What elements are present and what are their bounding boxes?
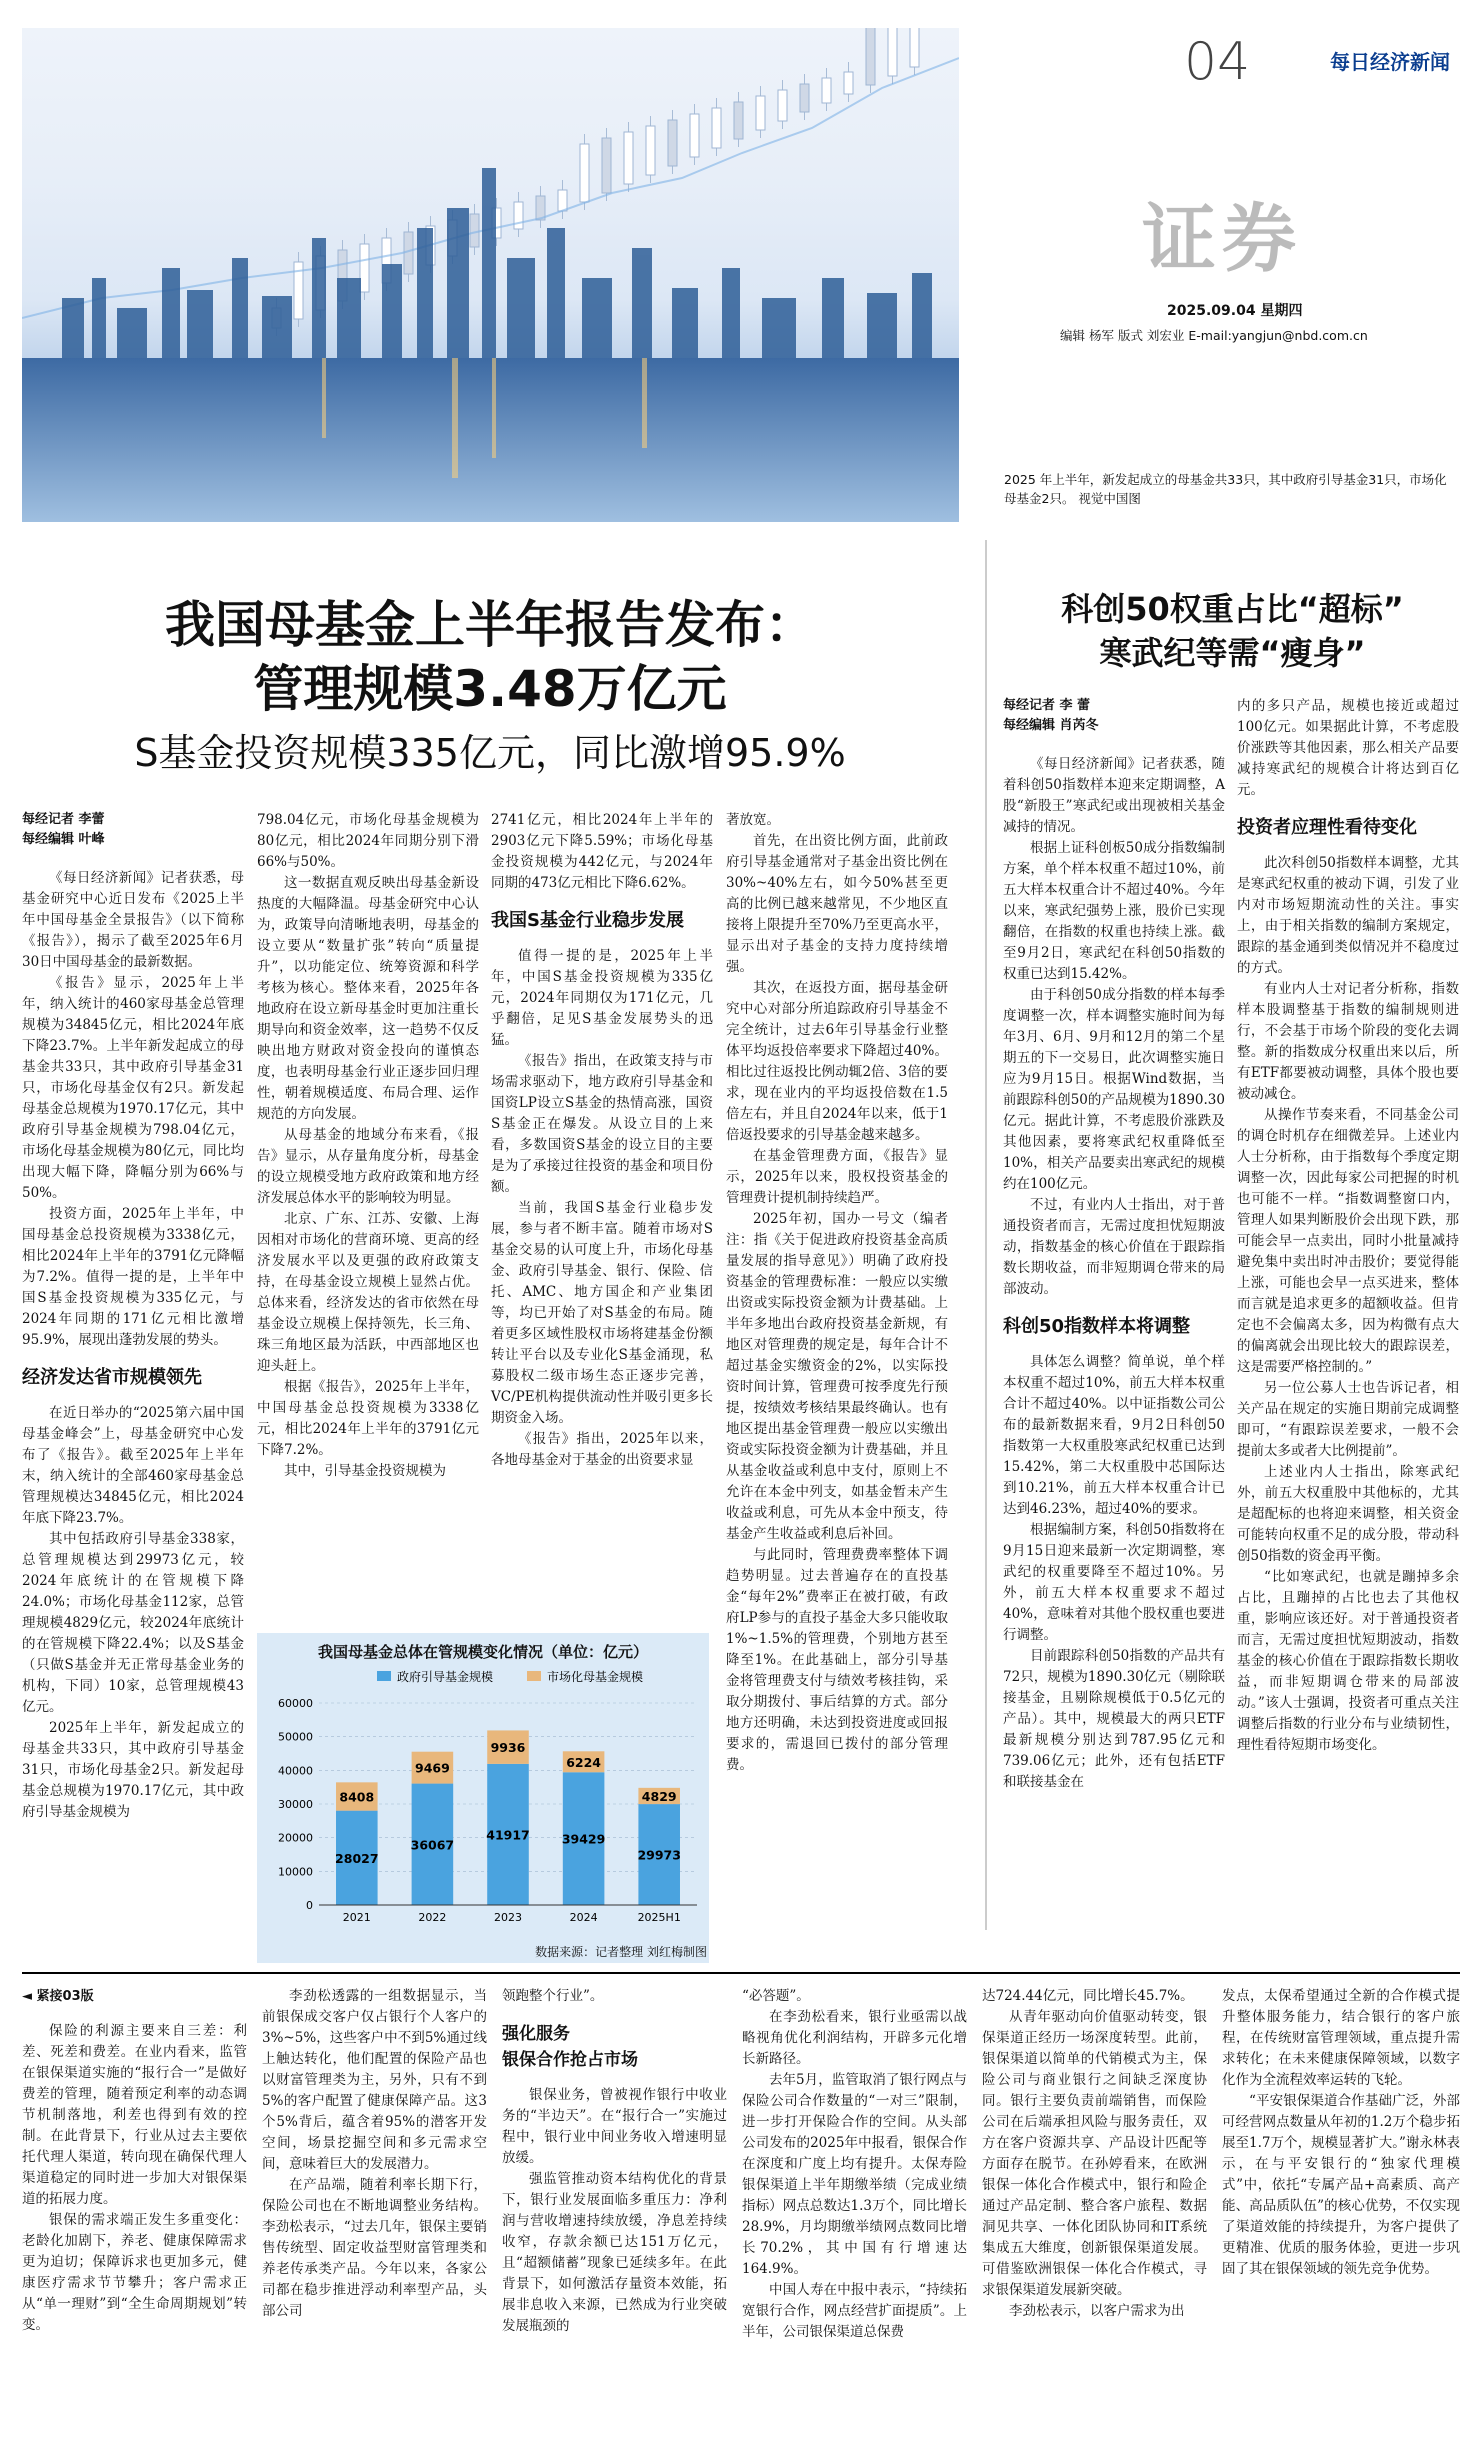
paragraph: 有业内人士对记者分析称，指数样本股调整基于指数的编制规则进行，不会基于市场个阶段的变化去调整。新的指数成分权重出来以后，所有ETF都要被动调整，具体个股也要被动减仓。 (1237, 981, 1459, 1102)
paragraph: 李劲松透露的一组数据显示，当前银保成交客户仅占银行个人客户的3%~5%，这些客户中不到5%通过线上触达转化，他们配置的保险产品也以财富管理类为主，另外，只有不到5%的客户配置了健康保障产品。这3个5%背后，蕴含着95%的潜客开发空间，场景挖掘空间和多元需求空间，意味着巨大的发展潜力。 (262, 1988, 487, 2172)
paragraph: 《每日经济新闻》记者获悉，随着科创50指数样本迎来定期调整，A股“新股王”寒武纪或出现被相关基金减持的情况。 (1003, 756, 1225, 835)
legend-swatch (377, 1671, 391, 1681)
paragraph: 在近日举办的“2025第六届中国母基金峰会”上，母基金研究中心发布了《报告》。截至2025年上半年末，纳入统计的全部460家母基金总管理规模达34845亿元，相比2024年底下降23.7%。 (22, 1405, 244, 1526)
editor: 每经编辑 叶峰 (22, 832, 105, 847)
legend-label: 政府引导基金规模 (397, 1670, 494, 1684)
decorative-candle (602, 138, 611, 193)
chart-source: 数据来源：记者整理 刘红梅制图 (535, 1945, 707, 1959)
data-label: 28027 (335, 1850, 379, 1866)
y-tick-label: 40000 (278, 1764, 313, 1778)
chart-panel (257, 1633, 709, 1963)
legend-swatch (527, 1671, 541, 1681)
paragraph: 在李劲松看来，银行业亟需以战略视角优化利润结构，开辟多元化增长新路径。 (742, 2009, 967, 2067)
reporter: 每经记者 李蕾 (22, 812, 105, 827)
paragraph: 银保业务，曾被视作银行中收业务的“半边天”。在“报行合一”实施过程中，银行业中间业务收入增速明显放缓。 (502, 2087, 727, 2166)
decorative-candle (822, 78, 831, 103)
decorative-candle (514, 202, 523, 229)
issue-date: 2025.09.04 星期四 (1167, 303, 1303, 319)
paragraph: 根据编制方案，科创50指数将在9月15日迎来最新一次定期调整，寒武纪的权重要降至不超过10%。另外，前五大样本权重要求不超过40%，意味着对其他个股权重也要进行调整。 (1003, 1522, 1225, 1643)
paragraph: 2025年上半年，新发起成立的母基金共33只，其中政府引导基金31只，市场化母基金2只。新发起母基金总规模为1970.17亿元，其中政府引导基金规模为 (22, 1720, 244, 1820)
y-tick-label: 30000 (278, 1798, 313, 1811)
page-number: 04 (1184, 32, 1251, 92)
byline (22, 810, 244, 850)
paragraph: 北京、广东、江苏、安徽、上海因相对市场化的营商环境、更高的经济发展水平以及更强的政府政策支持，在母基金设立规模上显然占优。总体来看，经济发达的省市依然在母基金设立规模上保持领先，长三角、珠三角地区最为活跃，中西部地区也迎头赶上。 (257, 1211, 479, 1374)
paragraph: 领跑整个行业”。 (502, 1988, 604, 2004)
paragraph: 根据《报告》，2025年上半年，中国母基金总投资规模为3338亿元，相比2024年上半年的3791亿元下降7.2%。 (257, 1379, 479, 1458)
decorative-candle (558, 190, 567, 211)
paragraph: 此次科创50指数样本调整，尤其是寒武纪权重的被动下调，引发了业内对市场短期流动性的关注。事实上，由于相关指数的编制方案规定，跟踪的基金通到类似情况并不稳度过的方式。 (1237, 855, 1459, 976)
decorative-candle (624, 132, 633, 184)
data-label: 41917 (486, 1827, 530, 1843)
x-tick-label: 2024 (569, 1911, 598, 1924)
decorative-candle (668, 120, 677, 166)
paragraph: 强监管推动资本结构优化的背景下，银行业发展面临多重压力：净利润与营收增速持续放缓，净息差持续收窄，存款余额已达151万亿元，且“超额储蓄”现象已延续多年。在此背景下，如何激活存量资本效能，拓展非息收入来源，已然成为行业突破发展瓶颈的 (502, 2171, 727, 2334)
paragraph: 2025年初，国办一号文（编者注：指《关于促进政府投资基金高质量发展的指导意见》）明确了政府投资基金的管理费标准：一般应以实缴出资或实际投资金额为计费基础。上半年多地出台政府投资基金新规，有地区对管理费的规定是，每年合计不超过基金实缴资金的2%，以实际投资时间计算，管理费可按季度先行预提，按绩效考核结果最终确认。也有地区提出基金管理费一般应以实缴出资或实际投资金额为计费基础，并且从基金收益或利息中支付，原则上不允许在本金中列支，如基金暂未产生收益或利息，可先从本金中预支，待基金产生收益或利息后补回。 (726, 1211, 948, 1542)
decorative-candle (580, 144, 589, 202)
decorative-candle (712, 108, 721, 148)
side-col-2 (1237, 696, 1459, 1756)
subheading: 科创50指数样本将调整 (1003, 1316, 1191, 1337)
main-col-1 (22, 810, 244, 1823)
paragraph: 不过，有业内人士指出，对于普通投资者而言，无需过度担忧短期波动，指数基金的核心价值在于跟踪指数长期收益，而非短期调仓带来的局部波动。 (1003, 1197, 1225, 1297)
paragraph: 这一数据直观反映出母基金新设热度的大幅降温。母基金研究中心认为，政策导向清晰地表明，母基金的设立要从“数量扩张”转向“质量提升”，以功能定位、统筹资源和科学考核为核心。整体来看，2025年各地政府在设立新母基金时更加注重长期导向和资金效率，这一趋势不仅反映出地方财政对资金投向的谨慎态度，也表明母基金行业正逐步回归理性，朝着规模适度、布局合理、运作规范的方向发展。 (257, 875, 479, 1122)
paragraph: 798.04亿元，市场化母基金规模为80亿元，相比2024年同期分别下滑66%与50%。 (257, 812, 479, 870)
decorative-candle (866, 28, 875, 85)
main-col-2 (257, 810, 479, 1482)
data-label: 4829 (641, 1788, 677, 1804)
x-tick-label: 2025H1 (637, 1911, 681, 1924)
y-tick-label: 60000 (278, 1697, 313, 1710)
paragraph: 投资方面，2025年上半年，中国母基金总投资规模为3338亿元，相比2024年上半年的3791亿元降幅为7.2%。值得一提的是，上半年中国S基金投资规模为335亿元，与2024年同期的171亿元相比激增95.9%，展现出蓬勃发展的势头。 (22, 1206, 244, 1348)
main-col-3 (491, 810, 713, 1471)
paragraph: 与此同时，管理费费率整体下调趋势明显。过去普遍存在的直投基金“每年2%”费率正在被打破，有政府LP参与的直投子基金大多只能收取1%~1.5%的管理费，个别地方甚至降至1%。在此基础上，部分引导基金将管理费支付与绩效考核挂钩，采取分期拨付、事后结算的方式。部分地方还明确，未达到投资进度或回报要求的，需退回已拨付的部分管理费。 (726, 1547, 948, 1773)
paragraph: 在基金管理费方面，《报告》显示，2025年以来，股权投资基金的管理费计提机制持续趋严。 (726, 1148, 948, 1206)
side-title-line1: 科创50权重占比“超标” (1061, 590, 1404, 628)
decorative-candle (778, 90, 787, 121)
legend-label: 市场化母基金规模 (547, 1670, 644, 1684)
editor: 每经编辑 肖芮冬 (1003, 718, 1099, 733)
paragraph: 值得一提的是，2025年上半年，中国S基金投资规模为335亿元，2024年同期仅为171亿元，几乎翻倍，足见S基金发展势头的迅猛。 (491, 948, 713, 1048)
column-divider (985, 540, 987, 1930)
data-label: 8408 (339, 1789, 375, 1805)
paragraph: 《报告》指出，在政策支持与市场需求驱动下，地方政府引导基金和国资LP设立S基金的热情高涨，国资S基金正在爆发。从设立目的上来看，多数国资S基金的设立目的主要是为了承接过往投资的基金和项目份额。 (491, 1053, 713, 1195)
decorative-candle (910, 28, 919, 67)
byline (1003, 696, 1225, 736)
bottom-col-6 (1222, 1986, 1460, 2280)
editor-line: 编辑 杨军 版式 刘宏业 E-mail:yangjun@nbd.com.cn (1060, 328, 1368, 343)
data-label: 9936 (490, 1740, 526, 1756)
decorative-candle (734, 102, 743, 139)
paragraph: 首先，在出资比例方面，此前政府引导基金通常对子基金出资比例在30%~40%左右，如今50%甚至更高的比例已越来越常见，不少地区直接将上限提升至70%乃至更高水平，显示出对子基金的支持力度持续增强。 (726, 833, 948, 975)
paragraph: 从青年驱动向价值驱动转变，银保渠道正经历一场深度转型。此前，银保渠道以简单的代销模式为主，保险公司与商业银行之间缺乏深度协同。银行主要负责前端销售，而保险公司在后端承担风险与服务责任，双方在客户资源共享、产品设计匹配等方面存在脱节。在孙婷看来，在欧洲银保一体化合作模式中，银行和险企通过产品定制、整合客户旅程、数据洞见共享、一体化团队协同和IT系统集成五大维度，创新银保渠道发展。可借鉴欧洲银保一体化合作模式，寻求银保渠道发展新突破。 (982, 2009, 1207, 2298)
side-title-line2: 寒武纪等需“瘦身” (1099, 634, 1366, 672)
bottom-col-4 (742, 1986, 967, 2343)
y-tick-label: 50000 (278, 1730, 313, 1744)
bottom-col-1 (22, 1986, 247, 2336)
decorative-candle (360, 244, 369, 292)
subheading: 投资者应理性看待变化 (1237, 817, 1417, 838)
paragraph: 达724.44亿元，同比增长45.7%。 (982, 1988, 1194, 2004)
y-tick-label: 0 (306, 1899, 313, 1912)
paragraph: “必答题”。 (742, 1988, 810, 2004)
bottom-col-5 (982, 1986, 1207, 2322)
decorative-candle (844, 72, 853, 94)
main-title-line2: 管理规模3.48万亿元 (253, 660, 727, 718)
paragraph: 去年5月，监管取消了银行网点与保险公司合作数量的“一对三”限制，进一步打开保险合作的空间。从头部公司发布的2025年中报看，银保合作在深度和广度上均有提升。太保寿险银保渠道上半年期缴举绩（完成业绩指标）网点总数达1.3万个，同比增长28.9%，月均期缴举绩网点数同比增长70.2%，其中国有行增速达164.9%。 (742, 2072, 967, 2277)
paragraph: 银保的需求端正发生多重变化：老龄化加剧下，养老、健康保障需求更为迫切；保障诉求也更加多元，健康医疗需求节节攀升；客户需求正从“单一理财”到“全生命周期规划”转变。 (22, 2212, 247, 2333)
paragraph: 发点，太保希望通过全新的合作模式提升整体服务能力，结合银行的客户旅程，在传统财富管理领域，重点提升需求转化；在未来健康保障领域，以数字化作为全流程效率运转的飞轮。 (1222, 1988, 1460, 2088)
paragraph: 保险的利源主要来自三差：利差、死差和费差。在业内看来，监管在银保渠道实施的“报行合一”是做好费差的管理，随着预定利率的动态调节机制落地，利差也得到有效的控制。在此背景下，行业从过去主要依托代理人渠道，转向现在确保代理人渠道稳定的同时进一步加大对银保渠道的拓展力度。 (22, 2023, 247, 2207)
paragraph: 其中，引导基金投资规模为 (284, 1463, 446, 1479)
side-col-1 (1003, 696, 1225, 1793)
decorative-candle (646, 126, 655, 175)
paragraph: 其中包括政府引导基金338家，总管理规模达到29973亿元，较2024年底统计的在管规模下降24.0%；市场化母基金112家，总管理规模4829亿元，较2024年底统计的在管规模下降22.4%；以及S基金（只做S基金并无正常母基金业务的机构，下同）10家，总管理规模43亿元。 (22, 1531, 244, 1715)
chart-title: 我国母基金总体在管规模变化情况（单位：亿元） (317, 1643, 648, 1661)
decorative-candle (756, 96, 765, 130)
y-tick-label: 20000 (278, 1831, 313, 1845)
photo-caption: 2025 年上半年，新发起成立的母基金共33只，其中政府引导基金31只，市场化母基金2只。 视觉中国图 (1004, 472, 1447, 506)
y-tick-label: 10000 (278, 1865, 313, 1879)
main-subtitle: S基金投资规模335亿元，同比激增95.9% (134, 731, 846, 775)
bottom-col-3 (502, 1986, 727, 2337)
subheading: 经济发达省市规模领先 (22, 1367, 202, 1388)
data-label: 9469 (415, 1760, 450, 1776)
subheading: 我国S基金行业稳步发展 (491, 910, 684, 931)
paragraph: “比如寒武纪，也就是蹦掉多余占比，且蹦掉的占比也去了其他权重，影响应该还好。对于普通投资者而言，无需过度担忧短期波动，指数基金的核心价值在于跟踪指数长期收益，而非短期调仓带来的局部波动。”该人士强调，投资者可重点关注调整后指数的行业分布与业绩韧性，理性看待短期市场变化。 (1237, 1569, 1459, 1753)
bottom-divider (22, 1972, 1460, 1974)
data-label: 6224 (566, 1754, 601, 1770)
paragraph: 当前，我国S基金行业稳步发展，参与者不断丰富。随着市场对S基金交易的认可度上升，市场化母基金、政府引导基金、银行、保险、信托、AMC、地方国企和产业集团等，均已开始了对S基金的布局。随着更多区域性股权市场将建基金份额转让平台以及专业化S基金涌现，私募股权二级市场生态正逐步完善，VC/PE机构提供流动性并吸引更多长期资金入场。 (491, 1200, 713, 1426)
x-tick-label: 2023 (494, 1911, 522, 1924)
decorative-candle (690, 114, 699, 157)
paragraph: 著放宽。 (726, 812, 780, 828)
paragraph: 上述业内人士指出，除寒武纪外，前五大权重股中其他标的，尤其是超配标的也将迎来调整，相关资金可能转向权重不足的成分股，带动科创50指数的资金再平衡。 (1237, 1464, 1459, 1564)
paragraph: “平安银保渠道合作基础广泛，外部可经营网点数量从年初的1.2万个稳步拓展至1.7万个，规模显著扩大。”谢永林表示，在与平安银行的“独家代理模式”中，依托“专属产品+高素质、高产能、高品质队伍”的核心优势，不仅实现了渠道效能的持续提升，为客户提供了更精准、优质的服务体验，更进一步巩固了其在银保领域的领先竞争优势。 (1222, 2093, 1460, 2277)
main-col-4 (726, 810, 948, 1776)
paragraph: 在产品端，随着利率长期下行，保险公司也在不断地调整业务结构。李劲松表示，“过去几年，银保主要销售传统型、固定收益型财富管理类和养老传承类产品。今年以来，各家公司都在稳步推进浮动利率型产品，头部公司 (262, 2177, 487, 2319)
hero-photo (22, 28, 959, 522)
decorative-candle (470, 214, 479, 247)
data-label: 39429 (561, 1831, 606, 1847)
paragraph: 李劲松表示，以客户需求为出 (1009, 2303, 1185, 2319)
paragraph: 其次，在返投方面，据母基金研究中心对部分所追踪政府引导基金不完全统计，过去6年引导基金行业整体平均返投倍率要求下降超过40%。相比过往返投比例动辄2倍、3倍的要求，现在业内的平均返投倍数在1.5倍左右，并且自2024年以来，低于1倍返投要求的引导基金越来越多。 (726, 980, 948, 1143)
data-label: 29973 (637, 1847, 681, 1863)
x-tick-label: 2021 (342, 1911, 371, 1924)
paragraph: 内的多只产品，规模也接近或超过100亿元。如果据此计算，不考虑股价涨跌等其他因素，那么相关产品要减持寒武纪的规模合计将达到百亿元。 (1237, 698, 1459, 798)
decorative-candle (888, 28, 897, 76)
paragraph: 从母基金的地域分布来看，《报告》显示，从存量角度分析，母基金的设立规模受地方政府政策和地方经济发展总体水平的影响较为明显。 (257, 1127, 479, 1206)
section-title: 证券 (1142, 196, 1302, 282)
main-title-line1: 我国母基金上半年报告发布： (165, 596, 815, 654)
paragraph: 《报告》显示，2025年上半年，纳入统计的460家母基金总管理规模为34845亿元，相比2024年底下降23.7%。上半年新发起成立的母基金共33只，其中政府引导基金31只，市场化母基金仅有2只。新发起母基金总规模为1970.17亿元，其中政府引导基金规模为798.04亿元，市场化母基金规模为80亿元，同比均出现大幅下降，降幅分别为66%与50%。 (22, 975, 244, 1201)
stacked-bar-chart (257, 1663, 709, 1943)
paragraph: 具体怎么调整？简单说，单个样本权重不超过10%，前五大样本权重合计不超过40%。以中证指数公司公布的最新数据来看，9月2日科创50指数第一大权重股寒武纪权重已达到15.42%，第二大权重股中芯国际达到10.21%，前五大样本权重合计已达到46.23%，超过40%的要求。 (1003, 1354, 1225, 1517)
city-skyline-illustration (22, 28, 959, 522)
subheading: 强化服务 银保合作抢占市场 (502, 2024, 638, 2070)
paragraph: 《报告》指出，2025年以来，各地母基金对于基金的出资要求显 (491, 1431, 713, 1468)
decorative-candle (800, 84, 809, 112)
paragraph: 中国人寿在中报中表示，“持续拓宽银行合作，网点经营扩面提质”。上半年，公司银保渠道总保费 (742, 2282, 967, 2340)
paragraph: 从操作节奏来看，不同基金公司的调仓时机存在细微差异。上述业内人士分析称，由于指数每个季度定期调整一次，因此每家公司把握的时机也可能不一样。“指数调整窗口内，管理人如果判断股价会出现下跌，那可能会早一点卖出，同时小批量减持避免集中卖出时冲击股价；要觉得能上涨，可能也会早一点买进来，整体而言就是追求更多的超额收益。但肯定也不会偏离太多，因为构微有点大的偏离就会出现比较大的跟踪误差，这是需要严格控制的。” (1237, 1107, 1459, 1375)
x-tick-label: 2022 (418, 1911, 447, 1924)
paragraph: 目前跟踪科创50指数的产品共有72只，规模为1890.30亿元（剔除联接基金，且剔除规模低于0.5亿元的产品）。其中，规模最大的两只ETF最新规模分别达到787.95亿元和739.06亿元；此外，还有包括ETF和联接基金在 (1003, 1648, 1225, 1790)
paragraph: 《每日经济新闻》记者获悉，母基金研究中心近日发布《2025上半年中国母基金全景报告》（以下简称《报告》），揭示了截至2025年6月30日中国母基金的最新数据。 (22, 870, 244, 970)
paragraph: 由于科创50成分指数的样本每季度调整一次，样本调整实施时间为每年3月、6月、9月和12月的第二个星期五的下一交易日，此次调整实施日应为9月15日。根据Wind数据，当前跟踪科创50的产品规模为1890.30亿元。据此计算，不考虑股价涨跌及其他因素，要将寒武纪权重降低至10%，相关产品要卖出寒武纪的规模约在100亿元。 (1003, 987, 1225, 1192)
paper-name: 每日经济新闻 (1330, 50, 1450, 74)
bottom-col-2 (262, 1986, 487, 2322)
continuation-label: ◄ 紧接03版 (22, 1989, 94, 2004)
reporter: 每经记者 李 蕾 (1003, 698, 1091, 713)
data-label: 36067 (410, 1837, 455, 1853)
paragraph: 根据上证科创板50成分指数编制方案，单个样本权重不超过10%，前五大样本权重合计不超过40%。今年以来，寒武纪强势上涨，股价已实现翻倍，在指数的权重也持续上涨。截至9月2日，寒武纪在科创50指数的权重已达到15.42%。 (1003, 840, 1225, 982)
paragraph: 另一位公募人士也告诉记者，相关产品在规定的实施日期前完成调整即可，“有跟踪误差要求，一般不会提前太多或者大比例提前”。 (1237, 1380, 1459, 1459)
paragraph: 2741亿元，相比2024年上半年的2903亿元下降5.59%；市场化母基金投资规模为442亿元，与2024年同期的473亿元相比下降6.62%。 (491, 812, 713, 891)
